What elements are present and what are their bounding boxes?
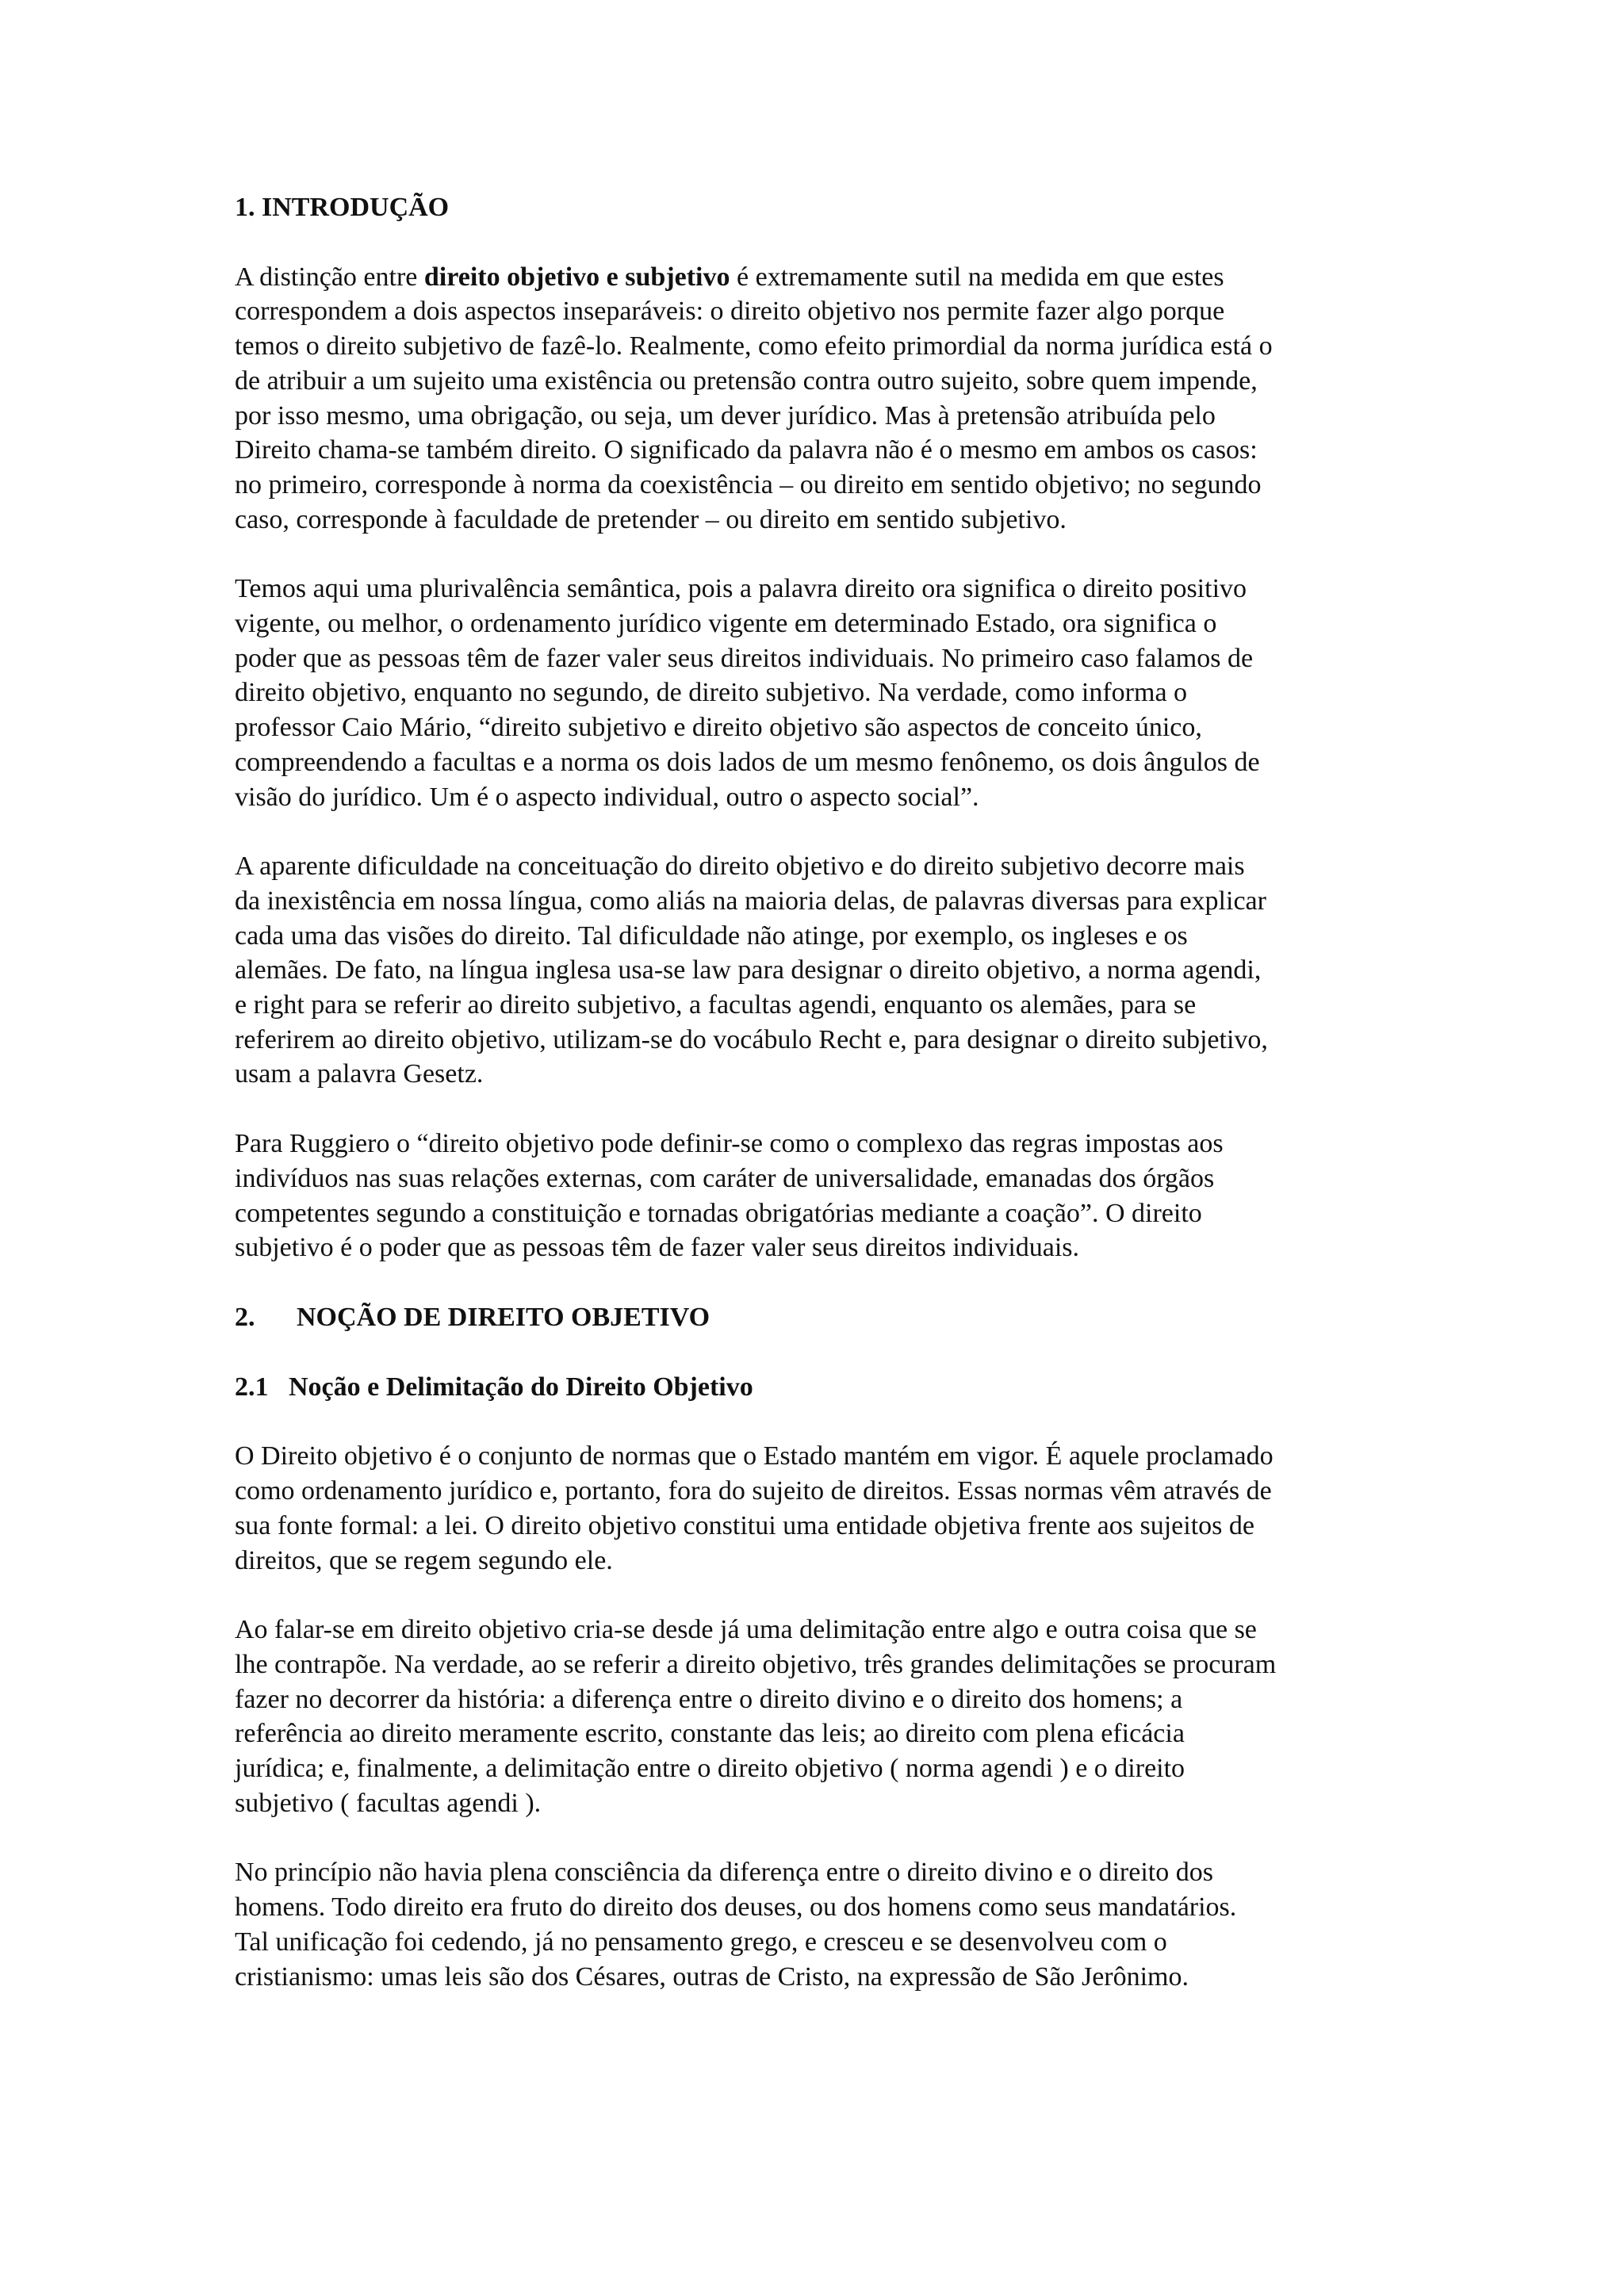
text-line: Ao falar-se em direito objetivo cria-se desde já uma delimitação entre algo e outra coisa que se: [235, 1615, 1257, 1645]
document-page: [235, 190, 1424, 1994]
text-line: direitos, que se regem segundo ele.: [235, 1545, 613, 1575]
subsection-heading-2-1: [235, 1370, 1424, 1405]
text-line: usam a palavra Gesetz.: [235, 1059, 484, 1089]
text-line: A aparente dificuldade na conceituação do direito objetivo e do direito subjetivo decorre mais: [235, 851, 1245, 882]
section-heading-2: [235, 1300, 1424, 1335]
paragraph-1-line-1: [235, 260, 1424, 295]
text-line: competentes segundo a constituição e tornadas obrigatórias mediante a coação”. O direito: [235, 1198, 1202, 1228]
text-line: alemães. De fato, na língua inglesa usa-se law para designar o direito objetivo, a norma agendi,: [235, 955, 1262, 985]
text-line: Para Ruggiero o “direito objetivo pode definir-se como o complexo das regras impostas aos: [235, 1129, 1224, 1159]
text-line: cristianismo: umas leis são dos Césares, outras de Cristo, na expressão de São Jerônimo.: [235, 1961, 1189, 1992]
paragraph-6: [235, 1613, 1424, 1820]
text-line: referência ao direito meramente escrito, constante das leis; ao direito com plena eficácia: [235, 1719, 1185, 1749]
paragraph-2: [235, 572, 1424, 814]
text-line: por isso mesmo, uma obrigação, ou seja, um dever jurídico. Mas à pretensão atribuída pelo: [235, 400, 1216, 430]
text-line: jurídica; e, finalmente, a delimitação entre o direito objetivo ( norma agendi ) e o direito: [235, 1754, 1185, 1784]
text-line: referirem ao direito objetivo, utilizam-se do vocábulo Recht e, para designar o direito subjetivo,: [235, 1024, 1268, 1054]
text-line: e right para se referir ao direito subjetivo, a facultas agendi, enquanto os alemães, para se: [235, 990, 1197, 1020]
text-line: Tal unificação foi cedendo, já no pensamento grego, e cresceu e se desenvolveu com o: [235, 1927, 1167, 1957]
text-line: caso, corresponde à faculdade de pretender – ou direito em sentido subjetivo.: [235, 504, 1067, 534]
text-line: Direito chama-se também direito. O significado da palavra não é o mesmo em ambos os casos:: [235, 435, 1258, 465]
text-line: No princípio não havia plena consciência da diferença entre o direito divino e o direito dos: [235, 1858, 1213, 1888]
text-line: fazer no decorrer da história: a diferença entre o direito divino e o direito dos homens; a: [235, 1684, 1183, 1714]
text-line: Temos aqui uma plurivalência semântica, pois a palavra direito ora significa o direito positivo: [235, 574, 1247, 604]
text-line: subjetivo ( facultas agendi ).: [235, 1788, 542, 1818]
subsection-number: 2.1: [235, 1372, 269, 1402]
text-line: como ordenamento jurídico e, portanto, fora do sujeito de direitos. Essas normas vêm através de: [235, 1476, 1272, 1506]
text-line: correspondem a dois aspectos inseparáveis: o direito objetivo nos permite fazer algo porque: [235, 297, 1225, 327]
text-line: temos o direito subjetivo de fazê-lo. Realmente, como efeito primordial da norma jurídica está o: [235, 331, 1273, 362]
text-line: visão do jurídico. Um é o aspecto individual, outro o aspecto social”.: [235, 782, 979, 812]
paragraph-3: [235, 849, 1424, 1092]
text-line: direito objetivo, enquanto no segundo, de direito subjetivo. Na verdade, como informa o: [235, 678, 1188, 708]
paragraph-7: [235, 1855, 1424, 1994]
text-line: da inexistência em nossa língua, como aliás na maioria delas, de palavras diversas para explicar: [235, 886, 1266, 916]
section-heading-introduction: 1. INTRODUÇÃO: [235, 193, 450, 222]
text-line: no primeiro, corresponde à norma da coexistência – ou direito em sentido objetivo; no segundo: [235, 469, 1262, 499]
text-line: O Direito objetivo é o conjunto de normas que o Estado mantém em vigor. É aquele proclamado: [235, 1441, 1274, 1471]
text-fragment: A distinção entre: [235, 262, 424, 292]
section-title: NOÇÃO DE DIREITO OBJETIVO: [297, 1302, 710, 1332]
text-line: vigente, ou melhor, o ordenamento jurídico vigente em determinado Estado, ora significa o: [235, 609, 1217, 639]
text-line: lhe contrapõe. Na verdade, ao se referir a direito objetivo, três grandes delimitações se procuram: [235, 1649, 1277, 1679]
text-line: cada uma das visões do direito. Tal dificuldade não atinge, por exemplo, os ingleses e os: [235, 920, 1188, 951]
text-line: subjetivo é o poder que as pessoas têm de fazer valer seus direitos individuais.: [235, 1233, 1080, 1263]
bold-term: direito objetivo e subjetivo: [423, 262, 730, 292]
text-line: professor Caio Mário, “direito subjetivo e direito objetivo são aspectos de conceito único,: [235, 713, 1202, 743]
text-fragment: é extremamente sutil na medida em que estes: [730, 262, 1224, 292]
paragraph-1: [235, 260, 1424, 538]
text-line: compreendendo a facultas e a norma os dois lados de um mesmo fenônemo, os dois ângulos de: [235, 747, 1260, 777]
text-line: indivíduos nas suas relações externas, com caráter de universalidade, emanadas dos órgãos: [235, 1163, 1215, 1193]
text-line: sua fonte formal: a lei. O direito objetivo constitui uma entidade objetiva frente aos sujeitos de: [235, 1510, 1254, 1540]
text-line: poder que as pessoas têm de fazer valer seus direitos individuais. No primeiro caso falamos de: [235, 643, 1254, 673]
text-line: homens. Todo direito era fruto do direito dos deuses, ou dos homens como seus mandatários.: [235, 1892, 1237, 1923]
paragraph-4: [235, 1127, 1424, 1265]
text-line: de atribuir a um sujeito uma existência ou pretensão contra outro sujeito, sobre quem impende,: [235, 365, 1258, 396]
section-number: 2.: [235, 1302, 255, 1332]
paragraph-5: [235, 1439, 1424, 1578]
subsection-title: Noção e Delimitação do Direito Objetivo: [289, 1372, 753, 1402]
